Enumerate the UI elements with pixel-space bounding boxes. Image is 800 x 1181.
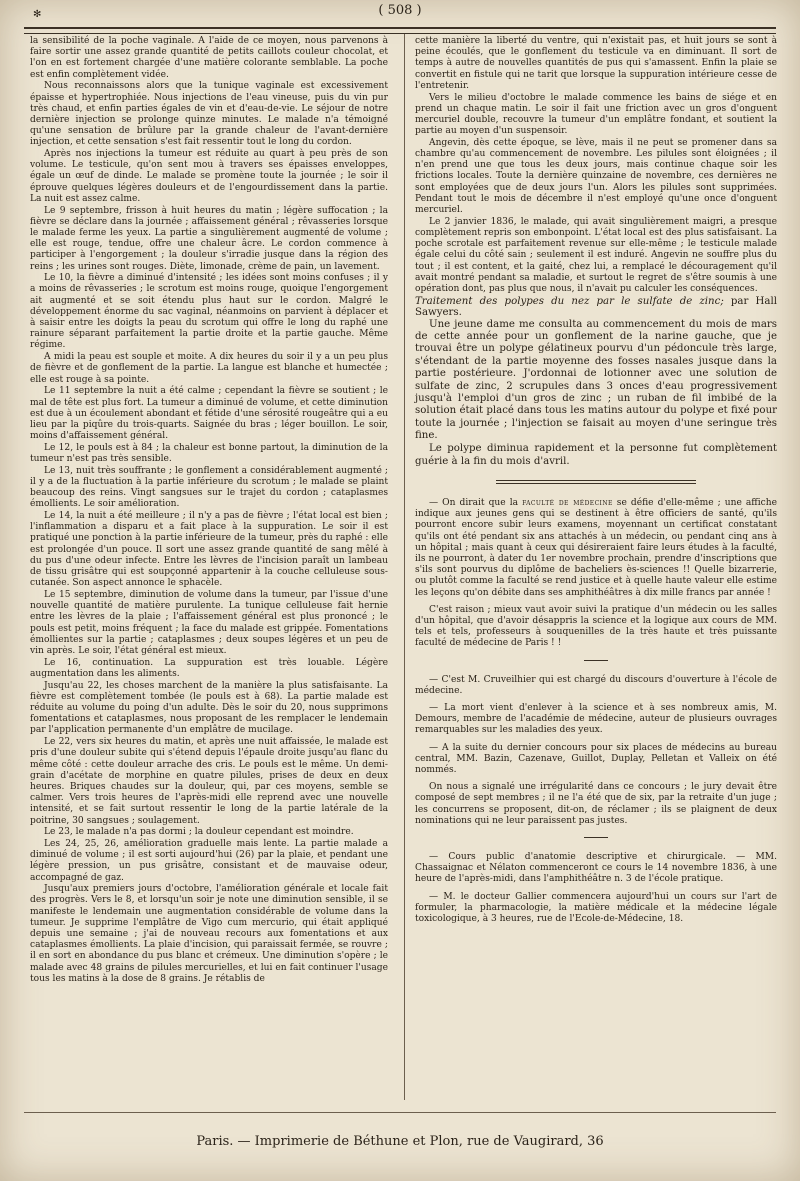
- column-divider: [404, 34, 405, 1100]
- paragraph: Une jeune dame me consulta au commencement du mois de mars de cette année pour un gonflement de la narine gauche, que je trouvai être un polype gélatineux pourvu d'un pédoncule très large, s'étendant de la partie moyenne des fosses nasales jusque dans la partie postérieure. J'ordonnai de lotionner avec une solution de sulfate de zinc, 2 scrupules dans 3 onces d'eau progressivement jusqu'à l'emploi d'un gros de zinc ; un ruban de fil imbibé de la solution était placé dans tous les matins autour du polype et fixé pour toute la journée ; l'injection se faisait au moyen d'une seringue très fine.: [415, 318, 777, 442]
- paragraph: Le polype diminua rapidement et la personne fut complètement guérie à la fin du mois d'avril.: [415, 443, 777, 467]
- news-item: — Cours public d'anatomie descriptive et chirurgicale. — MM. Chassaignac et Nélaton commenceront ce cours le 14 novembre 1836, à une heure de l'après-midi, dans l'amphithéâtre n. 3 de l'école pratique.: [415, 852, 777, 885]
- paragraph: Le 13, nuit très souffrante ; le gonflement a considérablement augmenté ; il y a de la fluctuation à la partie inférieure du scrotum ; le malade se plaint beaucoup des reins. Vingt sangsues sur le trajet du cordon ; cataplasmes émollients. Le soir amélioration.: [30, 465, 388, 510]
- page-number: ( 508 ): [378, 3, 422, 18]
- paragraph: Nous reconnaissons alors que la tunique vaginale est excessivement épaisse et hypertrophiée. Nous injections de l'eau vineuse, puis du vin pur très chaud, et enfin parties égales de vin et d'eau-de-vie. Le séjour de notre dernière injection se prolonge quinze minutes. Le malade n'a témoigné qu'une sensation de brûlure par la grande chaleur de l'avant-dernière injection, et cette sensation s'est fait ressentir tout le long du cordon.: [30, 81, 388, 148]
- printer-imprint: Paris. — Imprimerie de Béthune et Plon, rue de Vaugirard, 36: [196, 1134, 604, 1149]
- paragraph: Angevin, dès cette époque, se lève, mais il ne peut se promener dans sa chambre qu'au commencement de novembre. Les pilules sont éloignées ; il n'en prend une que tous les deux jours, mais continue chaque soir les frictions locales. Toute la dernière quinzaine de novembre, ces dernières ne sont employées que de deux jours l'un. Alors les pilules sont supprimées. Pendant tout le mois de décembre il n'est employé qu'une once d'onguent mercuriel.: [415, 137, 777, 216]
- short-separator: [584, 660, 608, 661]
- paragraph: Le 9 septembre, frisson à huit heures du matin ; légère suffocation ; la fièvre se déclare dans la journée ; affaissement général ; rêvasseries lorsque le malade ferme les yeux. La partie a singulièrement augmenté de volume ; elle est rouge, tendue, offre une chaleur âcre. Le cordon commence à participer à l'engorgement ; la douleur s'irradie jusque dans la région des reins ; les urines sont rouges. Diète, limonade, crème de pain, un lavement.: [30, 205, 388, 272]
- paragraph: Vers le milieu d'octobre le malade commence les bains de siége et en prend un chaque matin. Le soir il fait une friction avec un gros d'onguent mercuriel double, recouvre la tumeur d'un emplâtre fondant, et soutient la partie au moyen d'un suspensoir.: [415, 92, 777, 137]
- paragraph: Les 24, 25, 26, amélioration graduelle mais lente. La partie malade a diminué de volume ; il est sorti aujourd'hui (26) par la plaie, et pendant une légère pression, un pus grisâtre, consistant et de mauvaise odeur, accompagné de gaz.: [30, 838, 388, 883]
- section-title: [415, 296, 777, 318]
- paragraph: Jusqu'aux premiers jours d'octobre, l'amélioration générale et locale fait des progrès. Vers le 8, et lorsqu'un soir je note une diminution sensible, il se manifeste le lendemain une augmentation considérable de volume dans la tumeur. Je supprime l'emplâtre de Vigo cum mercurio, qui était appliqué depuis une semaine ; j'ai de nouveau recours aux fomentations et aux cataplasmes émollients. La plaie d'incision, qui paraissait fermée, se rouvre ; il en sort en abondance du pus blanc et crémeux. Une diminution s'opère ; le malade avec 48 grains de pilules mercurielles, et lui en fait continuer l'usage tous les matins à la dose de 8 grains. Je rétablis de: [30, 884, 388, 984]
- paragraph: Le 22, vers six heures du matin, et après une nuit affaissée, le malade est pris d'une douleur subite qui s'étend depuis l'épaule droite jusqu'au flanc du même côté : cette douleur arrache des cris. Le pouls est le même. Un demi-grain d'acétate de morphine en quatre pilules, prises de deux en deux heures. Briques chaudes sur la douleur, qui, par ces moyens, semble se calmer. Vers trois heures de l'après-midi elle reprend avec une nouvelle intensité, et se fait surtout ressentir le long de la partie latérale de la poitrine, 30 sangsues ; soulagement.: [30, 737, 388, 826]
- news-item: On nous a signalé une irrégularité dans ce concours ; le jury devait être composé de sept membres ; il ne l'a été que de six, par la retraite d'un juge ; les concurrens se proposent, dit-on, de réclamer ; ils se plaignent de deux nominations qui ne leur paraissent pas justes.: [415, 782, 777, 826]
- polyp-article: [415, 319, 777, 468]
- paragraph: Le 12, le pouls est à 84 ; la chaleur est bonne partout, la diminution de la tumeur n'est pas très sensible.: [30, 442, 388, 465]
- paragraph: A midi la peau est souple et moite. A dix heures du soir il y a un peu plus de fièvre et de gonflement de la partie. La langue est blanche et humectée ; elle est rouge à sa pointe.: [30, 352, 388, 385]
- section-author: par Hall Sawyers.: [415, 295, 777, 318]
- paragraph: Le 14, la nuit a été meilleure ; il n'y a pas de fièvre ; l'état local est bien ; l'inflammation a disparu et a fait place à la suppuration. Le soir il est pratiqué une ponction à la partie inférieure de la tumeur, près du raphé : elle est prolongée d'un pouce. Il sort une assez grande quantité de sang mêlé à du pus d'une odeur infecte. Entre les lèvres de l'incision paraît un lambeau de tissu grisâtre qui est soupçonné appartenir à la couche celluleuse sous-cutanée. Son aspect annonce le sphacèle.: [30, 511, 388, 589]
- section-title-text: Traitement des polypes du nez par le sulfate de zinc;: [415, 295, 724, 307]
- news-caps: faculté de médecine: [522, 497, 613, 508]
- top-double-rule: [24, 27, 776, 34]
- news-item: — C'est M. Cruveilhier qui est chargé du discours d'ouverture à l'école de médecine.: [415, 674, 777, 696]
- paragraph: Le 11 septembre la nuit a été calme ; cependant la fièvre se soutient ; le mal de tête est plus fort. La tumeur a diminué de volume, et cette diminution est due à un écoulement abondant et fétide d'une sérosité rougeâtre qui a eu lieu par la piqûre du trois-quarts. Saignée du bras ; léger bouillon. Le soir, moins d'affaissement général.: [30, 386, 388, 442]
- corner-mark: ✻: [33, 9, 42, 20]
- paragraph: la sensibilité de la poche vaginale. A l'aide de ce moyen, nous parvenons à faire sortir une assez grande quantité de petits caillots couleur chocolat, et l'on en est fortement chargée d'une matière colorante semblable. La poche est enfin complètement vidée.: [30, 36, 388, 80]
- paragraph: cette manière la liberté du ventre, qui n'existait pas, et huit jours se sont à peine écoulés, que le gonflement du testicule va en diminuant. Il sort de temps à autre de nouvelles quantités de pus qui s'amassent. Enfin la plaie se convertit en fistule qui ne tarit que lorsque la suppuration intérieure cesse de l'entretenir.: [415, 36, 777, 91]
- news-item: — M. le docteur Gallier commencera aujourd'hui un cours sur l'art de formuler, la pharmacologie, la matière médicale et la médecine légale toxicologique, à 3 heures, rue de l'Ecole-de-Médecine, 18.: [415, 891, 777, 925]
- paragraph: Le 23, le malade n'a pas dormi ; la douleur cependant est moindre.: [44, 827, 354, 838]
- left-column: [30, 36, 388, 986]
- short-separator: [584, 837, 608, 838]
- paragraph: Jusqu'au 22, les choses marchent de la manière la plus satisfaisante. La fièvre est complètement tombée (le pouls est à 68). La partie malade est réduite au volume du poing d'un adulte. Dès le soir du 20, nous supprimons fomentations et cataplasmes, nous proposant de les remplacer le lendemain par l'application permanente d'un emplâtre de mucilage.: [30, 680, 388, 736]
- news-item-faculte: [415, 498, 777, 599]
- news-lead: — On dirait que la: [429, 497, 523, 508]
- paragraph: Le 10, la fièvre a diminué d'intensité ; les idées sont moins confuses ; il y a moins de rêvasseries ; le scrotum est moins rouge, quoique l'engorgement ait augmenté et se soit étendu plus haut sur le cordon. Malgré le développement énorme du sac vaginal, néanmoins on parvient à déplacer et à saisir entre les doigts la peau du scrotum qui offre le long du raphé une rainure séparant parfaitement la partie droite et la partie gauche. Même régime.: [30, 273, 388, 351]
- paragraph: Le 16, continuation. La suppuration est très louable. Légère augmentation dans les aliments.: [30, 657, 388, 679]
- news-item-faculte-comment: C'est raison ; mieux vaut avoir suivi la pratique d'un médecin ou les salles d'un hôpital, que d'avoir désappris la science et la logique aux cours de MM. tels et tels, professeurs à souquenilles de la très haute et très puissante faculté de médecine de Paris ! !: [415, 604, 777, 649]
- section-separator: [496, 480, 696, 484]
- news-item: — A la suite du dernier concours pour six places de médecins au bureau central, MM. Bazin, Cazenave, Guillot, Duplay, Pelletan et Valleix on été nommés.: [415, 742, 777, 776]
- right-column: [415, 36, 777, 931]
- news-item: — La mort vient d'enlever à la science et à ses nombreux amis, M. Demours, membre de l'académie de médecine, auteur de plusieurs ouvrages remarquables sur les maladies des yeux.: [415, 703, 777, 736]
- bottom-rule: [24, 1112, 776, 1113]
- paragraph: Le 2 janvier 1836, le malade, qui avait singulièrement maigri, a presque complètement repris son embonpoint. L'état local est des plus satisfaisant. La poche scrotale est parfaitement revenue sur elle-même ; le testicule malade égale celui du côté sain ; seulement il est induré. Angevin ne souffre plus du tout ; il est content, et la gaité, chez lui, a remplacé le découragement qu'il avait montré pendant sa maladie, et surtout le regret de s'être soumis à une opération dont, pas plus que nous, il n'avait pu calculer les conséquences.: [415, 216, 777, 294]
- paragraph: Le 15 septembre, diminution de volume dans la tumeur, par l'issue d'une nouvelle quantité de matière purulente. La tunique celluleuse fait hernie entre les lèvres de la plaie ; l'affaissement général est plus prononcé ; le pouls est petit, moins fréquent ; la face du malade est grippée. Fomentations émollientes sur la partie ; cataplasmes ; deux soupes légères et un peu de vin après. Le soir, l'état général est mieux.: [30, 589, 388, 656]
- news-rest: se défie d'elle-même ; une affiche indique aux jeunes gens qui se destinent à être officiers de santé, qu'ils pourront encore subir leurs examens, moyennant un certificat constatant qu'ils ont été pendant six ans attachés à un médecin, ou pendant cinq ans à un hôpital ; mais quant à ceux qui désireraient faire leurs études à la faculté, ils ne pourront, à dater du 1er novembre prochain, prendre d'inscriptions que s'ils sont pourvus du diplôme de bacheliers ès-sciences !! Quelle bizarrerie, ou plutôt comme la faculté se rend justice et à quelle haute valeur elle estime les leçons qu'on débite dans ses amphithéâtres à dix mille francs par année !: [415, 497, 777, 598]
- paragraph: Après nos injections la tumeur est réduite au quart à peu près de son volume. Le testicule, qu'on sent mou à travers ses épaisses enveloppes, égale un œuf de dinde. Le malade se promène toute la journée ; le soir il éprouve quelques légères douleurs et de l'engourdissement dans la partie. La nuit est assez calme.: [30, 149, 388, 204]
- news-items: [415, 498, 777, 925]
